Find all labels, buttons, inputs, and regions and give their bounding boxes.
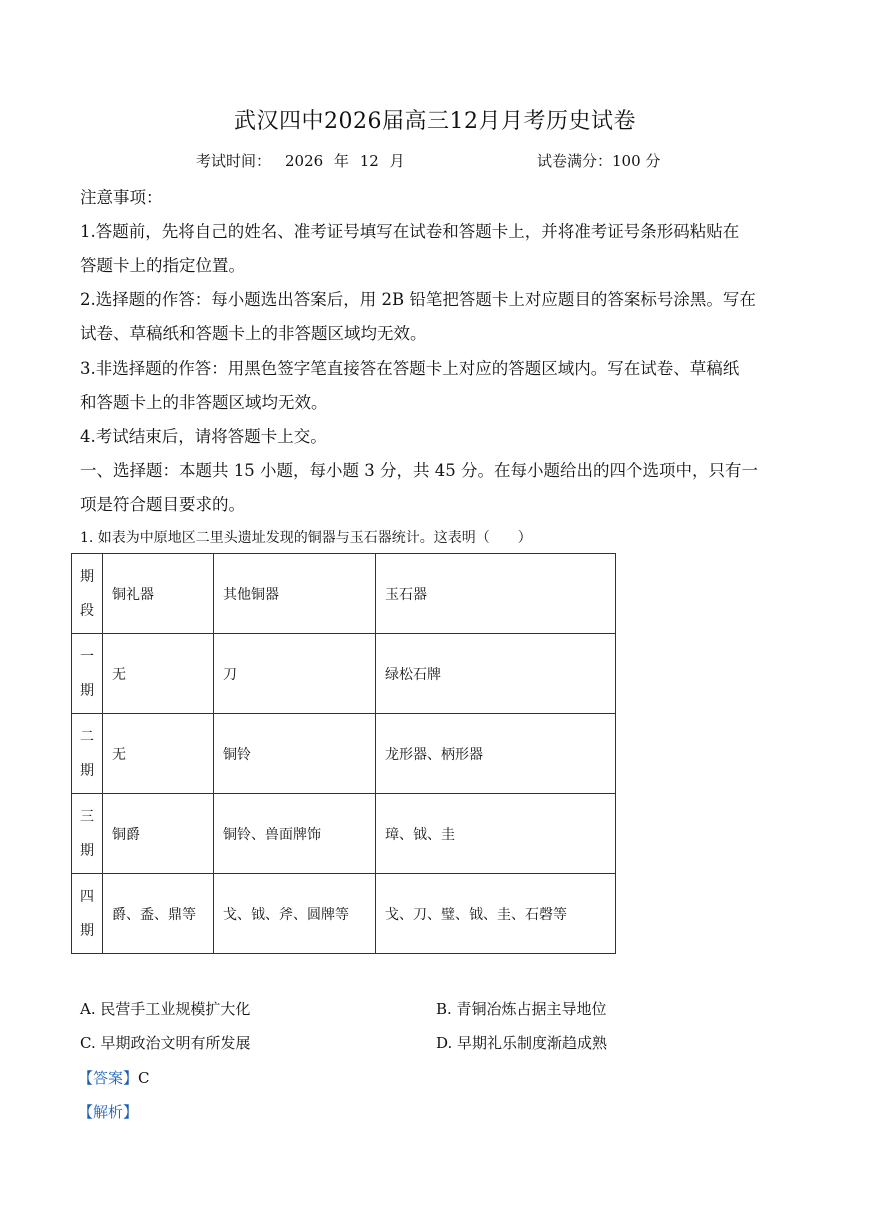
answer-line <box>78 1067 150 1088</box>
option-c: C. 早期政治文明有所发展 <box>80 1034 251 1052</box>
section-heading-cont: 项是符合题目要求的。 <box>80 495 245 514</box>
table-cell: 绿松石牌 <box>376 634 616 714</box>
exam-time-value: 2026 年 12 月 <box>285 152 405 170</box>
full-score: 试卷满分：100 分 <box>537 152 661 170</box>
table-cell: 铜铃、兽面牌饰 <box>214 794 376 874</box>
table-cell: 爵、盉、鼎等 <box>103 874 214 954</box>
notice-line: 4.考试结束后，请将答题卡上交。 <box>80 427 327 446</box>
table-cell: 无 <box>103 634 214 714</box>
table-cell: 戈、刀、璧、钺、圭、石磬等 <box>376 874 616 954</box>
option-d: D. 早期礼乐制度渐趋成熟 <box>436 1034 608 1052</box>
question-1-stem: 1. 如表为中原地区二里头遗址发现的铜器与玉石器统计。这表明（ ） <box>80 530 532 546</box>
notice-line: 和答题卡上的非答题区域均无效。 <box>80 393 328 412</box>
answer-tag: 【答案】 <box>78 1069 139 1087</box>
table-cell: 铜铃 <box>214 714 376 794</box>
data-table <box>71 553 616 954</box>
table-header-cell: 铜礼器 <box>103 554 214 634</box>
analysis-line <box>78 1101 138 1122</box>
table-row <box>72 714 616 794</box>
table-cell: 龙形器、柄形器 <box>376 714 616 794</box>
table-row <box>72 874 616 954</box>
table-cell: 三期 <box>72 794 103 874</box>
table-cell: 四期 <box>72 874 103 954</box>
table-cell: 一期 <box>72 634 103 714</box>
table-cell: 璋、钺、圭 <box>376 794 616 874</box>
table-header-cell: 期段 <box>72 554 103 634</box>
table-cell: 铜爵 <box>103 794 214 874</box>
exam-title: 武汉四中2026届高三12月月考历史试卷 <box>234 109 636 134</box>
notice-line: 3.非选择题的作答：用黑色签字笔直接答在答题卡上对应的答题区域内。写在试卷、草稿纸 <box>80 359 740 378</box>
table-row <box>72 634 616 714</box>
notice-line: 1.答题前，先将自己的姓名、准考证号填写在试卷和答题卡上，并将准考证号条形码粘贴在 <box>80 222 740 241</box>
table-header-row <box>72 554 616 634</box>
table-cell: 刀 <box>214 634 376 714</box>
analysis-tag: 【解析】 <box>78 1103 139 1121</box>
exam-time-label: 考试时间： <box>196 152 272 170</box>
table-header-cell: 其他铜器 <box>214 554 376 634</box>
table-row <box>72 794 616 874</box>
table-cell: 二期 <box>72 714 103 794</box>
notice-line: 答题卡上的指定位置。 <box>80 256 245 275</box>
notice-line: 2.选择题的作答：每小题选出答案后，用 2B 铅笔把答题卡上对应题目的答案标号涂黑。写在 <box>80 290 756 309</box>
notice-line: 试卷、草稿纸和答题卡上的非答题区域均无效。 <box>80 324 427 343</box>
table-header-cell: 玉石器 <box>376 554 616 634</box>
table-cell: 无 <box>103 714 214 794</box>
option-b: B. 青铜冶炼占据主导地位 <box>436 1000 607 1018</box>
exam-time <box>196 150 405 171</box>
table-cell: 戈、钺、斧、圆牌等 <box>214 874 376 954</box>
answer-value: C <box>138 1069 150 1087</box>
notice-heading: 注意事项： <box>80 188 163 207</box>
option-a: A. 民营手工业规模扩大化 <box>80 1000 251 1018</box>
section-heading: 一、选择题：本题共 15 小题，每小题 3 分，共 45 分。在每小题给出的四个选项中，只有一 <box>80 461 758 480</box>
